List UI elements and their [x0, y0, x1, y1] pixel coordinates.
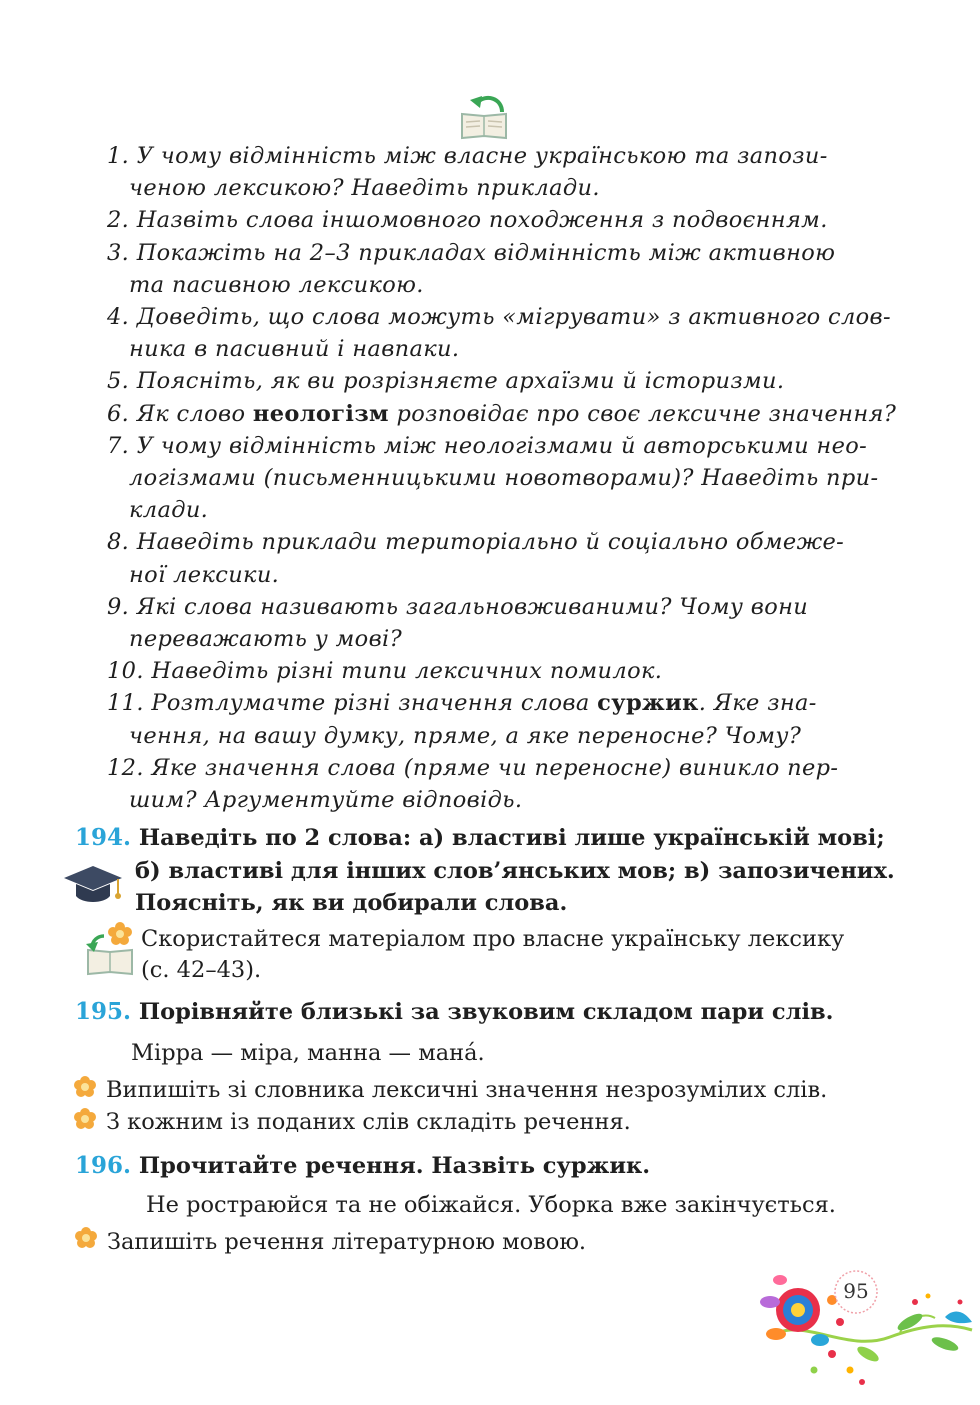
question-4: 4. Доведіть, що слова можуть «мігрувати» з активного слов- ника в пасивний і навпаки.: [107, 304, 891, 363]
question-3: 3. Покажіть на 2–3 прикладах відмінність між активною та пасивною лексикою.: [107, 239, 836, 298]
subtask-text: Запишіть речення літературною мовою.: [107, 1229, 587, 1255]
question-12: 12. Яке значення слова (пряме чи переносне) виникло пер- шим? Аргументуйте відповідь.: [107, 754, 839, 814]
task-number: 196.: [75, 1152, 132, 1179]
task-194: [75, 822, 900, 920]
task-text: б) властиві для інших слов’янських мов; в) запозичених.: [135, 857, 895, 884]
flower-bullet-icon: [73, 1107, 97, 1131]
subtask-text: З кожним із поданих слів складіть речення.: [106, 1109, 631, 1135]
question-7: 7. У чому відмінність між неологізмами й авторськими нео- логізмами (письменницькими новотворами)? Наведіть при- клади.: [107, 432, 879, 524]
hint-text: Скористайтеся матеріалом про власне українську лексику (с. 42–43).: [141, 926, 845, 983]
task-text: Поясніть, як ви добирали слова.: [135, 890, 568, 916]
graduation-cap-icon: [60, 862, 126, 906]
question-9: 9. Які слова називають загальновживаними? Чому вони переважають у мові?: [107, 593, 809, 653]
book-review-icon: [458, 92, 510, 142]
example-sentence: Не ростраюйся та не обіжайся. Уборка вже закінчується.: [146, 1192, 836, 1218]
word-pairs: Мірра — міра, манна — мана́.: [131, 1040, 485, 1066]
flower-bullet-icon: [73, 1075, 97, 1099]
review-questions-list: [107, 140, 897, 816]
task-number: 194.: [75, 824, 132, 851]
question-8: 8. Наведіть приклади територіально й соціально обмеже- ної лексики.: [107, 529, 845, 588]
question-6: 6. Як слово неологізм розповідає про своє лексичне значення?: [107, 400, 897, 427]
question-2: 2. Назвіть слова іншомовного походження з подвоєнням.: [107, 207, 828, 234]
page-number: 95: [843, 1279, 869, 1303]
task-number: 195.: [75, 998, 132, 1025]
question-1: 1. У чому відмінність між власне українською та запози- ченою лексикою? Наведіть приклади.: [107, 143, 828, 202]
task-text: Наведіть по 2 слова: а) властиві лише українській мові;: [138, 825, 885, 851]
book-hint-icon: [84, 922, 136, 978]
task-text: Порівняйте близькі за звуковим складом пари слів.: [138, 999, 834, 1025]
question-10: 10. Наведіть різні типи лексичних помилок.: [107, 658, 663, 685]
question-5: 5. Поясніть, як ви розрізняєте архаїзми й історизми.: [107, 368, 785, 395]
question-11: 11. Розтлумачте різні значення слова суржик. Яке зна- чення, на вашу думку, пряме, а яке переносне? Чому?: [107, 690, 817, 749]
task-text: Прочитайте речення. Назвіть суржик.: [138, 1153, 651, 1179]
task-195: [75, 996, 900, 1029]
subtask-text: Випишіть зі словника лексичні значення незрозумілих слів.: [106, 1077, 828, 1103]
task-196: [75, 1150, 900, 1183]
flower-bullet-icon: [74, 1226, 98, 1250]
